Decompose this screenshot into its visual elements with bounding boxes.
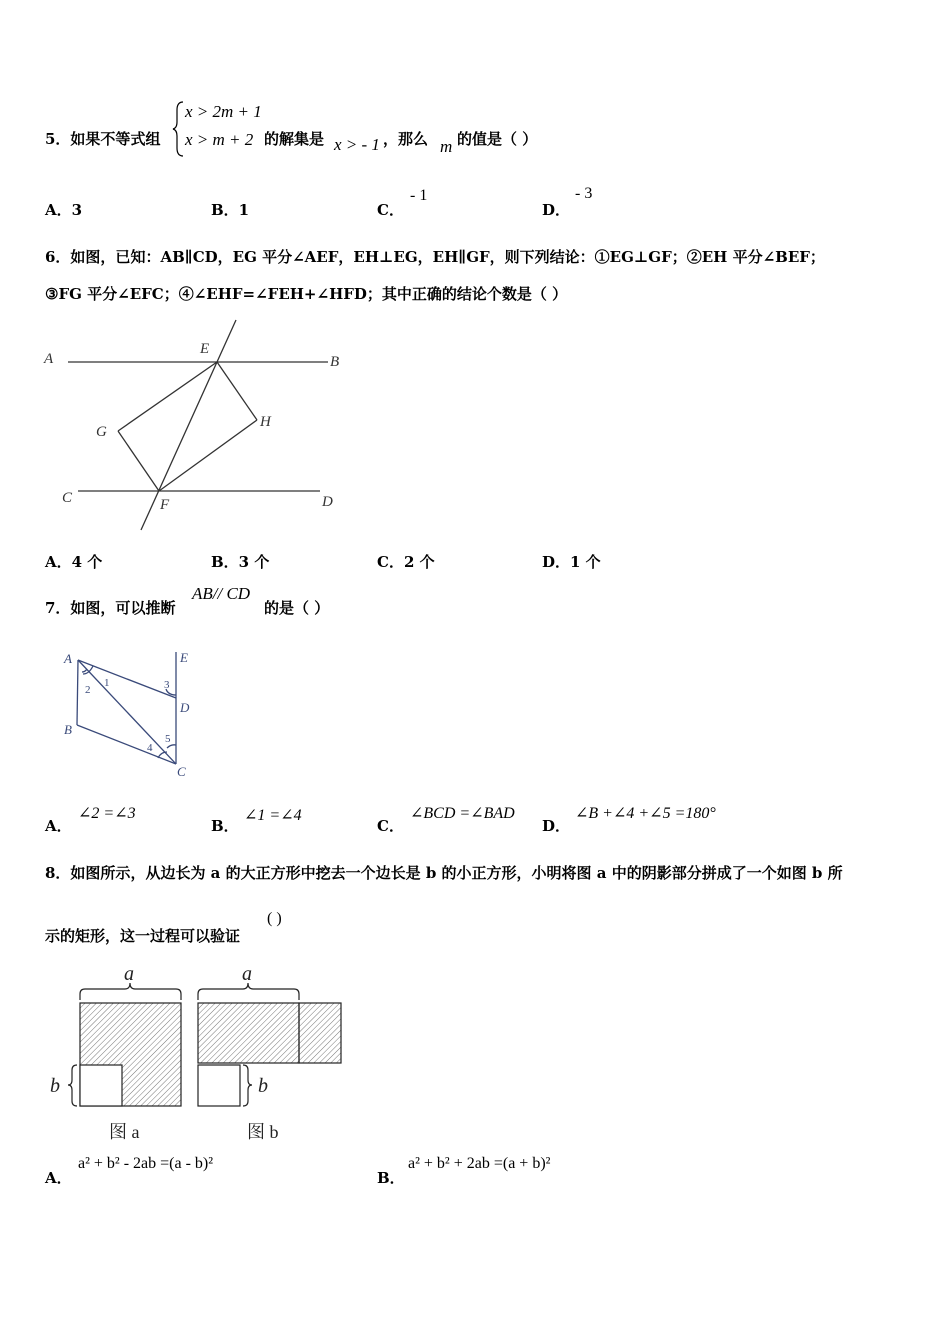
- q5-mid: 的解集是: [264, 130, 325, 148]
- q5-option-d[interactable]: D．: [542, 201, 571, 219]
- q5-option-a[interactable]: A．3: [45, 201, 83, 219]
- q8-paren: ( ): [267, 910, 282, 927]
- q8-figure: [45, 958, 355, 1148]
- q8-label-a: a: [124, 963, 134, 985]
- q6-option-d[interactable]: D．1 个: [542, 553, 601, 571]
- q7-angle-2: 2: [85, 684, 91, 696]
- q7-angle-5: 5: [165, 733, 171, 745]
- rectangle-right: [299, 1003, 341, 1063]
- q7-option-c[interactable]: C．: [377, 817, 404, 835]
- q7-figure: [55, 640, 205, 780]
- q8-option-a[interactable]: A．: [45, 1169, 72, 1187]
- segment-eg: [118, 362, 217, 431]
- q7-option-b[interactable]: B．: [211, 817, 239, 835]
- q6-label-e: E: [200, 341, 210, 357]
- small-square: [80, 1065, 122, 1106]
- rectangle-left: [198, 1003, 299, 1063]
- q6-label-b: B: [330, 354, 340, 370]
- q5-suffix: 的值是（ ）: [457, 130, 538, 148]
- q8-line-1: 8．如图所示，从边长为 a 的大正方形中挖去一个边长是 b 的小正方形，小明将图 a 中的阴影部分拼成了一个如图 b 所: [45, 864, 843, 882]
- q7-option-d[interactable]: D．: [542, 817, 571, 835]
- q5-solution: x > - 1: [334, 135, 380, 154]
- brace-icon: [172, 100, 186, 158]
- q8-label-a2: a: [242, 963, 252, 985]
- segment-ac: [78, 660, 176, 764]
- segment-ad: [78, 660, 176, 698]
- q5-inequality-1: x > 2m + 1: [185, 102, 262, 121]
- q8-label-b2: b: [258, 1075, 268, 1097]
- q7-suffix: 的是（ ）: [264, 599, 330, 617]
- q6-label-a: A: [44, 351, 54, 367]
- q5-option-b[interactable]: B．1: [211, 201, 250, 219]
- q6-label-h: H: [260, 414, 271, 430]
- q7-label-e: E: [180, 650, 188, 665]
- q8-caption-b: 图 b: [247, 1122, 279, 1142]
- q7-option-c-expr: ∠BCD =∠BAD: [410, 805, 515, 822]
- brace-b2-icon: [243, 1065, 252, 1106]
- q6-option-c[interactable]: C．2 个: [377, 553, 435, 571]
- q7-option-a-expr: ∠2 =∠3: [78, 805, 136, 822]
- q7-angle-1: 1: [104, 677, 110, 689]
- q8-option-a-expr: a² + b² - 2ab =(a - b)²: [78, 1155, 214, 1172]
- segment-eh: [217, 362, 257, 420]
- q6-label-g: G: [96, 424, 107, 440]
- q7-angle-3: 3: [164, 679, 170, 691]
- q6-figure: [40, 315, 360, 535]
- q7-label-c: C: [177, 764, 186, 779]
- q8-line-2: 示的矩形，这一过程可以验证: [45, 927, 241, 945]
- q8-option-b-expr: a² + b² + 2ab =(a + b)²: [408, 1155, 551, 1172]
- segment-gf: [118, 431, 159, 491]
- small-square-b: [198, 1065, 240, 1106]
- brace-a-icon: [80, 983, 181, 1000]
- transversal-ef: [141, 320, 236, 530]
- segment-ab: [77, 660, 78, 725]
- q5-var-m: m: [440, 137, 453, 156]
- q8-label-b: b: [50, 1075, 60, 1097]
- q8-caption-a: 图 a: [109, 1122, 140, 1142]
- q6-line-1: 6．如图，已知：AB∥CD，EG 平分∠AEF，EH⊥EG，EH∥GF，则下列结论：①EG⊥GF；②EH 平分∠BEF；: [45, 248, 825, 266]
- q6-label-f: F: [160, 497, 170, 513]
- q7-label-b: B: [64, 722, 72, 737]
- brace-a2-icon: [198, 983, 299, 1000]
- q6-option-b[interactable]: B．3 个: [211, 553, 270, 571]
- q5-option-c[interactable]: C．: [377, 201, 404, 219]
- q5-prefix: 5．如果不等式组: [45, 130, 161, 148]
- segment-bc: [77, 725, 176, 764]
- q6-label-c: C: [62, 490, 73, 506]
- q6-option-a[interactable]: A．4 个: [45, 553, 103, 571]
- q6-label-d: D: [322, 494, 333, 510]
- q5-option-d-value: - 3: [575, 185, 593, 202]
- q7-option-a[interactable]: A．: [45, 817, 72, 835]
- q7-expr: AB// CD: [192, 584, 251, 603]
- q5-inequality-2: x > m + 2: [185, 130, 254, 149]
- q7-label-d: D: [180, 700, 190, 715]
- q7-option-d-expr: ∠B +∠4 +∠5 =180°: [575, 805, 716, 822]
- q8-option-b[interactable]: B．: [377, 1169, 405, 1187]
- brace-b-icon: [68, 1065, 77, 1106]
- q7-option-b-expr: ∠1 =∠4: [244, 807, 302, 824]
- segment-hf: [159, 420, 257, 491]
- q5-option-c-value: - 1: [410, 187, 428, 204]
- q7-label-a: A: [64, 651, 72, 666]
- q7-angle-4: 4: [147, 742, 153, 754]
- q5-mid2: ，那么: [383, 130, 429, 148]
- q6-line-2: ③FG 平分∠EFC；④∠EHF=∠FEH+∠HFD；其中正确的结论个数是（ ）: [45, 285, 568, 303]
- q7-prefix: 7．如图，可以推断: [45, 599, 176, 617]
